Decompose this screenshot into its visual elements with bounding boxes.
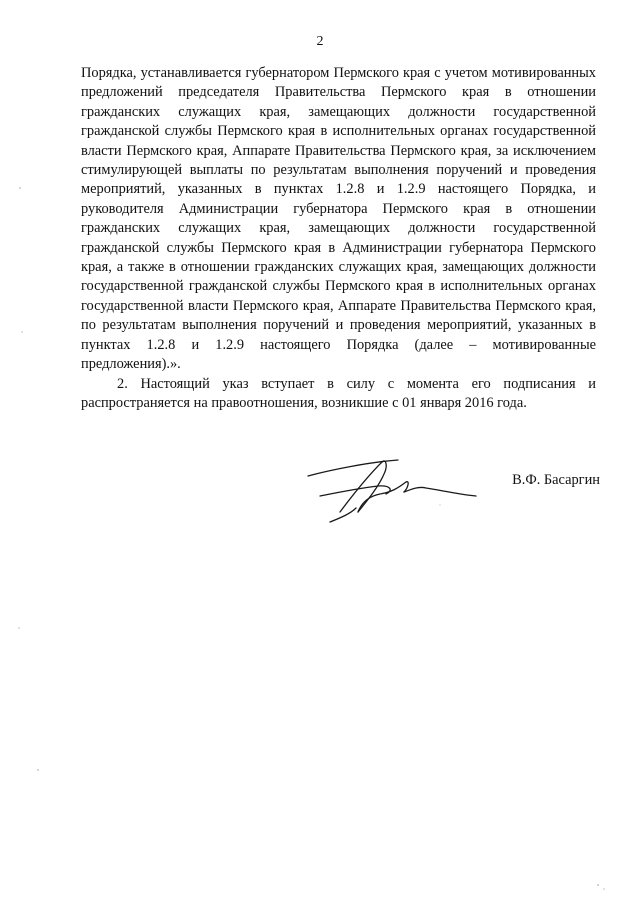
paragraph-effective-date: 2. Настоящий указ вступает в силу с момента его подписания и распространяется на правоотношения, возникшие с 01 января 2016 года. xyxy=(81,375,596,411)
paragraph-order-continuation: Порядка, устанавливается губернатором Пермского края с учетом мотивированных предложений председателя Правительства Пермского края в отношении гражданских служащих края, замещающих должности государственной гражданской службы Пермского края в исполнительных органах государственной власти Пермского края, Аппарате Правительства Пермского края, за исключением стимулирующей выплаты по результатам выполнения поручений и проведения мероприятий, указанных в пунктах 1.2.8 и 1.2.9 настоящего Порядка, и руководителя Администрации губернатора Пермского края в отношении гражданских служащих края, замещающих должности государственной гражданской службы Пермского края в Администрации губернатора Пермского края, а также в отношении гражданских служащих края, замещающих должности государственной гражданской службы Пермского края в исполнительных органах государственной власти Пермского края, Аппарате Правительства Пермского края, по результатам выполнения поручений и проведения мероприятий, указанных в пунктах 1.2.8 и 1.2.9 настоящего Порядка (далее – мотивированные предложения).». xyxy=(81,65,596,373)
page-number: 2 xyxy=(316,34,324,49)
signer-name: В.Ф. Басаргин xyxy=(512,472,600,488)
